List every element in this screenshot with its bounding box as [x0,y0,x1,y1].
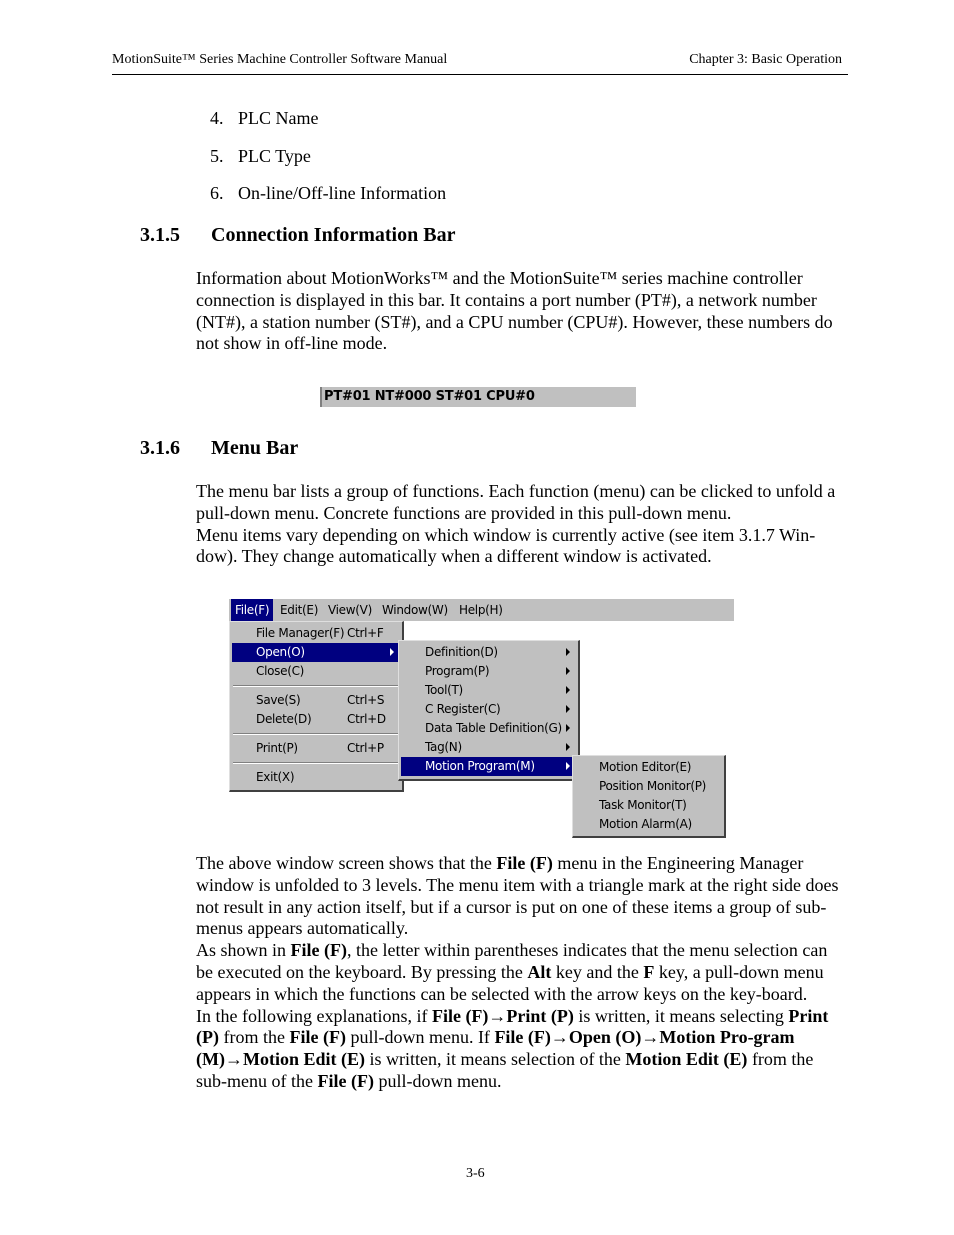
file-menu [229,621,404,792]
menu-item-save[interactable] [232,691,400,710]
explanation-paragraph-3: In the following explanations, if File (F)→Print (P) is written, it means selecting Print (P) from the File (F) pull-down menu. If File (F)→Open (O)→Motion Pro-gram (M)→Motion Edit (E) is written, it means selection of the Motion Edit (E) from the sub-menu of the File (F) pull-down menu. [196,1005,829,1091]
menu-item-open[interactable] [232,643,400,662]
menu-item-data-table-definition[interactable] [401,719,576,738]
menu-item-label: Motion Editor(E) [599,760,692,774]
explanation-text [196,853,846,1093]
list-text: PLC Type [238,146,311,166]
menu-item-program[interactable] [401,662,576,681]
submenu-arrow-icon [566,667,570,675]
menu-bar [229,599,734,621]
menu-item-label: Close(C) [256,664,305,678]
menu-item-label: Definition(D) [425,645,498,659]
paragraph-text: Information about MotionWorks™ and the MotionSuite™ series machine controller connection is displayed in this bar. It contains a port number (PT#), a network number (NT#), a station number (ST#), and a CPU number (CPU#). However, these numbers do not show in off-line mode. [196,268,833,354]
menu-item-task-monitor[interactable] [575,796,722,815]
menu-item-shortcut: Ctrl+F [347,626,384,640]
explanation-paragraph-2: As shown in File (F), the letter within parentheses indicates that the menu selection can be executed on the keyboard. By pressing the Alt key and the F key, a pull-down menu appears in which the functions can be selected with the arrow keys on the key-board. [196,940,828,1004]
submenu-arrow-icon [566,648,570,656]
list-item [210,183,446,204]
list-text: On-line/Off-line Information [238,183,447,203]
open-submenu [398,640,580,781]
menu-window[interactable]: Window(W) [382,603,448,617]
section-heading-315 [140,224,455,247]
menu-item-label: Print(P) [256,741,298,755]
list-item [210,108,319,129]
menu-file[interactable]: File(F) [231,599,273,621]
menu-item-definition[interactable] [401,643,576,662]
menu-item-motion-editor[interactable] [575,758,722,777]
header-chapter: Chapter 3: Basic Operation [689,52,842,67]
menu-item-label: Program(P) [425,664,490,678]
menu-item-label: Data Table Definition(G) [425,721,562,735]
section-316-paragraph [196,481,846,568]
menu-item-shortcut: Ctrl+D [347,712,386,726]
submenu-arrow-icon [390,648,394,656]
menu-item-tool[interactable] [401,681,576,700]
section-number: 3.1.5 [140,224,180,246]
paragraph-text: The menu bar lists a group of functions. Each function (menu) can be clicked to unfold a pull-down menu. Concrete functions are provided in this pull-down menu. [196,481,836,523]
submenu-arrow-icon [566,705,570,713]
list-text: PLC Name [238,108,319,128]
page-number: 3-6 [466,1166,485,1181]
section-title: Connection Information Bar [211,224,456,246]
submenu-arrow-icon [566,724,570,732]
menu-item-label: Motion Alarm(A) [599,817,692,831]
menu-item-label: Open(O) [256,645,305,659]
menu-item-delete[interactable] [232,710,400,729]
menu-item-label: Save(S) [256,693,301,707]
menu-separator [233,685,399,687]
menu-item-label: Motion Program(M) [425,759,535,773]
menu-item-file-manager[interactable] [232,624,400,643]
list-number: 4. [210,108,224,128]
section-title: Menu Bar [211,437,299,459]
paragraph-text: Menu items vary depending on which window is currently active (see item 3.1.7 Win-dow). They change automatically when a different window is activated. [196,524,816,567]
menu-separator [233,733,399,735]
explanation-paragraph-1: The above window screen shows that the File (F) menu in the Engineering Manager window is unfolded to 3 levels. The menu item with a triangle mark at the right side does not result in any action itself, but if a cursor is put on one of these items a group of sub-menus appears automatically. [196,853,839,939]
menu-item-label: Position Monitor(P) [599,779,707,793]
menu-item-label: Task Monitor(T) [599,798,687,812]
menu-item-label: Exit(X) [256,770,295,784]
submenu-arrow-icon [566,686,570,694]
menu-item-c-register[interactable] [401,700,576,719]
menu-item-position-monitor[interactable] [575,777,722,796]
menu-item-label: File Manager(F) [256,626,345,640]
section-heading-316 [140,437,298,460]
menu-item-label: C Register(C) [425,702,501,716]
menu-item-close[interactable] [232,662,400,681]
menu-item-label: Tag(N) [425,740,462,754]
menu-edit[interactable]: Edit(E) [280,603,319,617]
menu-item-shortcut: Ctrl+S [347,693,385,707]
menu-separator [233,762,399,764]
list-number: 6. [210,183,224,203]
menu-item-motion-alarm[interactable] [575,815,722,834]
motion-program-submenu [572,755,726,838]
menu-item-print[interactable] [232,739,400,758]
menu-item-exit[interactable] [232,768,400,787]
header-title: MotionSuite™ Series Machine Controller Software Manual [112,52,448,67]
submenu-arrow-icon [566,743,570,751]
menu-item-motion-program[interactable] [401,757,576,776]
menu-item-label: Tool(T) [425,683,463,697]
header-rule [112,74,848,75]
list-item [210,146,311,167]
menu-item-tag[interactable] [401,738,576,757]
menu-item-label: Delete(D) [256,712,312,726]
section-315-paragraph [196,268,846,355]
menu-view[interactable]: View(V) [328,603,372,617]
menu-item-shortcut: Ctrl+P [347,741,384,755]
menu-help[interactable]: Help(H) [459,603,503,617]
list-number: 5. [210,146,224,166]
submenu-arrow-icon [566,762,570,770]
connection-info-bar: PT#01 NT#000 ST#01 CPU#0 [320,387,636,407]
section-number: 3.1.6 [140,437,180,459]
